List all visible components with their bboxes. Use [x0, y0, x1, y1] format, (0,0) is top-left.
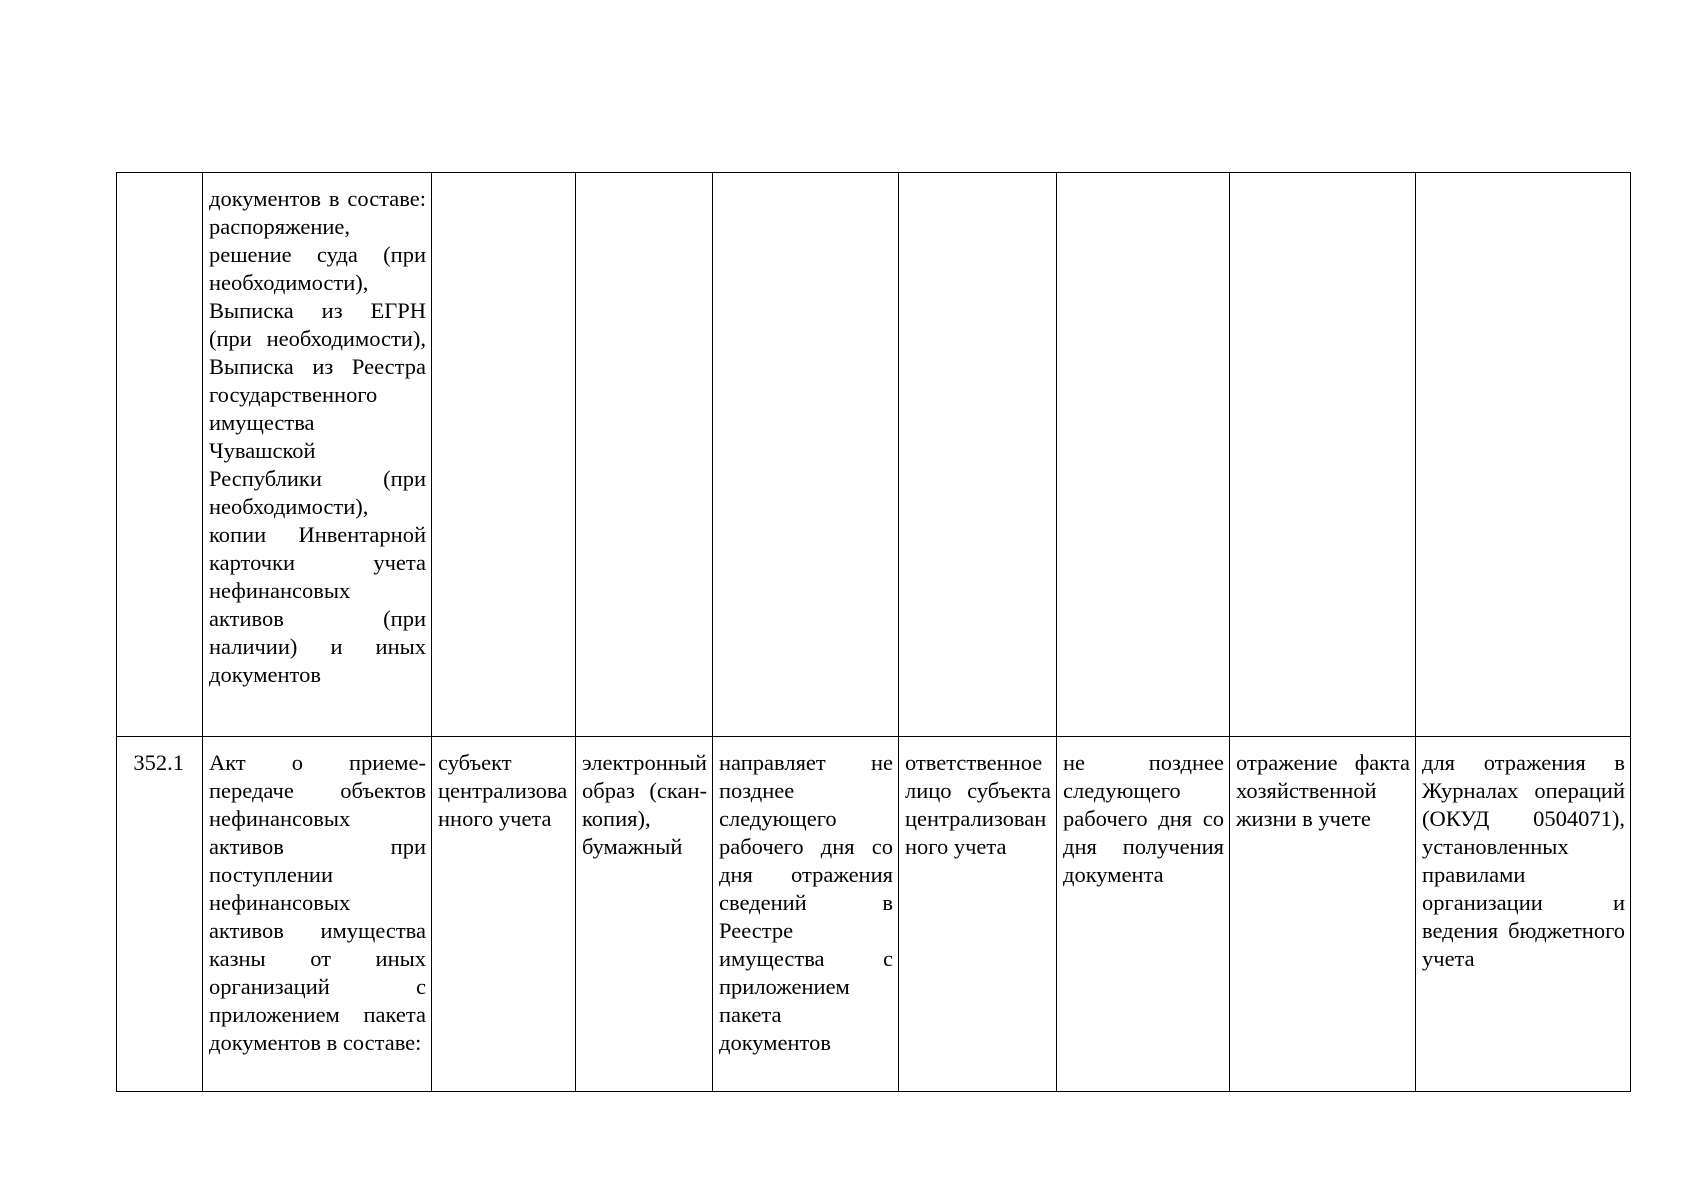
- submission-term-cell: [713, 737, 899, 1092]
- purpose: отражение факта хозяйственной жизни в учете: [1236, 750, 1410, 831]
- document-name-cell: [203, 737, 432, 1092]
- note: для отражения в Журналах операций (ОКУД 0504071), установленных правилами организации и ведения бюджетного учета: [1422, 750, 1625, 971]
- recipient-cell: [899, 737, 1057, 1092]
- table-cell: [1057, 173, 1230, 737]
- document-table: [116, 172, 1631, 1092]
- table-row: [117, 737, 1631, 1092]
- table-cell: [1416, 173, 1631, 737]
- document-creator-cell: [432, 737, 576, 1092]
- document-name: документов в составе: распоряжение, решение суда (при необходимости), Выписка из ЕГРН (при необходимости), Выписка из Реестра государственного имущества Чувашской Республики (при необходимости), копии Инвентарной карточки учета нефинансовых активов (при наличии) и иных документов: [209, 186, 426, 687]
- document-name-cell: [203, 173, 432, 737]
- processing-term-cell: [1057, 737, 1230, 1092]
- submission-term: направляет не позднее следующего рабочего дня со дня отражения сведений в Реестре имущества с приложением пакета документов: [719, 750, 893, 1055]
- purpose-cell: [1230, 737, 1416, 1092]
- table-cell: [713, 173, 899, 737]
- row-number-cell: [117, 737, 203, 1092]
- table-row: [117, 173, 1631, 737]
- row-number-cell: [117, 173, 203, 737]
- table-cell: [576, 173, 713, 737]
- row-number: 352.1: [133, 750, 184, 775]
- document-format-cell: [576, 737, 713, 1092]
- document-format: электронный образ (скан-копия), бумажный: [582, 750, 707, 859]
- table-cell: [899, 173, 1057, 737]
- document-creator: субъект централизованного учета: [438, 750, 568, 831]
- note-cell: [1416, 737, 1631, 1092]
- table-cell: [432, 173, 576, 737]
- table-cell: [1230, 173, 1416, 737]
- document-name: Акт о приеме-передаче объектов нефинансовых активов при поступлении нефинансовых активов имущества казны от иных организаций с приложением пакета документов в составе:: [209, 750, 426, 1055]
- recipient: ответственное лицо субъекта централизованного учета: [905, 750, 1051, 859]
- processing-term: не позднее следующего рабочего дня со дня получения документа: [1063, 750, 1224, 887]
